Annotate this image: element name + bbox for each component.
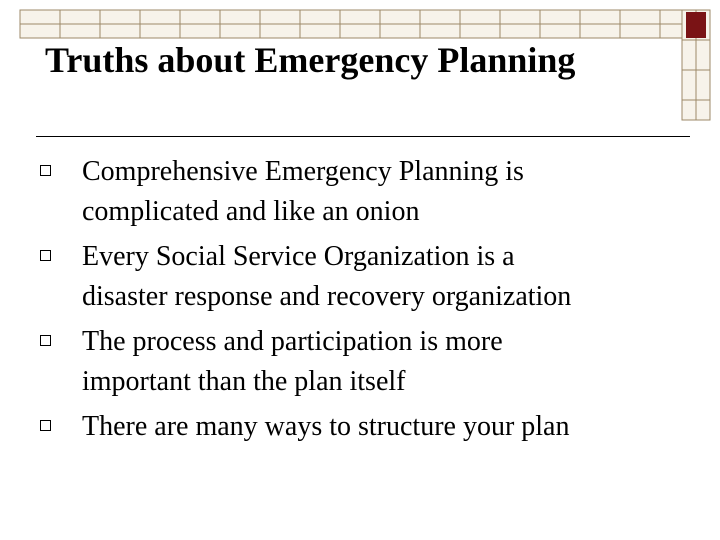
hollow-square-icon [40,250,51,261]
list-item [40,322,690,402]
bullet-line: Comprehensive Emergency Planning is [82,156,524,187]
hollow-square-icon [40,165,51,176]
bullet-line: The process and participation is more [82,326,503,357]
list-item [40,407,690,447]
top-grid-band [20,10,682,38]
hollow-square-icon [40,335,51,346]
bullet-line: complicated and like an onion [82,196,420,227]
bullet-line: important than the plan itself [82,366,406,397]
list-item [40,152,690,232]
slide-title: Truths about Emergency Planning [45,40,576,80]
bullet-list [40,152,690,452]
bullet-line: There are many ways to structure your plan [82,411,570,442]
hollow-square-icon [40,420,51,431]
bullet-line: disaster response and recovery organization [82,281,572,312]
corner-accent-square [686,12,706,38]
bullet-line: Every Social Service Organization is a [82,241,515,272]
list-item [40,237,690,317]
title-divider [36,136,690,137]
